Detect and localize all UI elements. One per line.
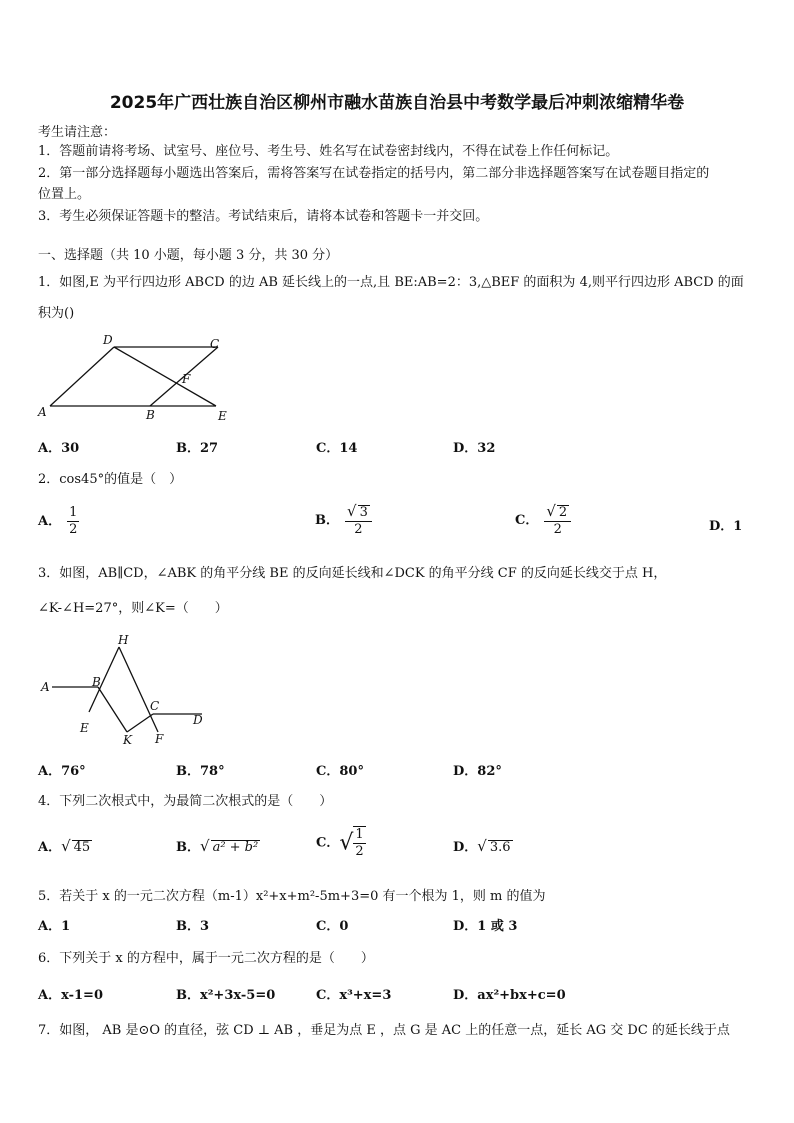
q3-label-C: C — [150, 699, 160, 713]
section-heading: 一、选择题（共 10 小题，每小题 3 分，共 30 分） — [38, 248, 339, 263]
q3-figure — [30, 628, 220, 750]
notice-item-2: 2．第一部分选择题每小题选出答案后，需将答案写在试卷指定的括号内，第二部分非选择题答案写在试卷题目指定的 — [38, 166, 710, 181]
q3-label-A: A — [41, 680, 50, 694]
page-title: 2025年广西壮族自治区柳州市融水苗族自治县中考数学最后冲刺浓缩精华卷 — [109, 93, 685, 113]
q1-label-E: E — [218, 409, 227, 423]
q1-stem-line2: 积为() — [38, 306, 75, 321]
notice-item-3: 3．考生必须保证答题卡的整洁。考试结束后，请将本试卷和答题卡一并交回。 — [38, 209, 489, 224]
q1-label-F: F — [182, 372, 191, 386]
q1-option-a[interactable]: A．30 — [38, 441, 80, 456]
q3-stem-line1: 3．如图，AB∥CD，∠ABK 的角平分线 BE 的反向延长线和∠DCK 的角平分线 CF 的反向延长线交于点 H， — [38, 566, 667, 581]
q1-label-D: D — [103, 333, 113, 347]
q3-label-E: E — [80, 721, 89, 735]
q1-label-B: B — [146, 408, 155, 422]
q2-stem: 2．cos45°的值是（ ） — [38, 472, 183, 487]
q5-option-d[interactable]: D．1 或 3 — [453, 919, 518, 934]
q1-label-C: C — [210, 337, 220, 351]
q2-option-b[interactable]: B． $\frac{√ 3}{2}$ — [315, 503, 372, 538]
notice-heading: 考生请注意： — [38, 125, 117, 140]
q5-option-c[interactable]: C．0 — [316, 919, 349, 934]
q5-option-a[interactable]: A．1 — [38, 919, 71, 934]
q4-option-c[interactable]: C．√ $\frac{1}{2}$ — [316, 827, 364, 859]
q1-label-A: A — [38, 405, 47, 419]
q4-option-d[interactable]: D．√ 3.6 — [453, 837, 511, 855]
q2-option-a[interactable]: A． $\frac{1}{2}$ — [38, 505, 78, 537]
notice-item-2-cont: 位置上。 — [38, 187, 91, 202]
q6-option-d[interactable]: D．ax²+bx+c=0 — [453, 988, 566, 1003]
q3-label-B: B — [92, 675, 101, 689]
q6-option-a[interactable]: A．x-1=0 — [38, 988, 103, 1003]
q4-option-a[interactable]: A．√ 45 — [38, 837, 91, 855]
q3-option-d[interactable]: D．82° — [453, 764, 502, 779]
q4-option-b[interactable]: B．√ a² + b² — [176, 837, 259, 855]
q3-label-D: D — [193, 713, 203, 727]
q5-option-b[interactable]: B．3 — [176, 919, 210, 934]
q7-stem: 7．如图， AB 是⊙O 的直径，弦 CD ⊥ AB ，垂足为点 E ，点 G 是 AC 上的任意一点，延长 AG 交 DC 的延长线于点 — [38, 1023, 730, 1038]
q3-option-a[interactable]: A．76° — [38, 764, 86, 779]
q3-option-c[interactable]: C．80° — [316, 764, 364, 779]
q1-figure — [30, 328, 240, 424]
q1-option-d[interactable]: D．32 — [453, 441, 496, 456]
q4-stem: 4．下列二次根式中，为最简二次根式的是（ ） — [38, 794, 333, 809]
q1-option-c[interactable]: C．14 — [316, 441, 358, 456]
q5-stem: 5．若关于 x 的一元二次方程（m-1）x²+x+m²-5m+3=0 有一个根为 1，则 m 的值为 — [38, 889, 546, 904]
q3-label-H: H — [118, 633, 129, 647]
q1-stem-line1: 1．如图,E 为平行四边形 ABCD 的边 AB 延长线上的一点,且 BE:AB=2：3,△BEF 的面积为 4,则平行四边形 ABCD 的面 — [38, 275, 744, 290]
q3-label-K: K — [123, 733, 132, 747]
q3-option-b[interactable]: B．78° — [176, 764, 225, 779]
q3-label-F: F — [155, 732, 164, 746]
q3-stem-line2: ∠K-∠H=27°，则∠K=（ ） — [38, 601, 228, 616]
q2-option-c[interactable]: C． $\frac{√ 2}{2}$ — [515, 503, 571, 538]
q6-option-b[interactable]: B．x²+3x-5=0 — [176, 988, 276, 1003]
q1-option-b[interactable]: B．27 — [176, 441, 219, 456]
q6-option-c[interactable]: C．x³+x=3 — [316, 988, 392, 1003]
q2-option-d[interactable]: D．1 — [709, 519, 743, 534]
notice-item-1: 1．答题前请将考场、试室号、座位号、考生号、姓名写在试卷密封线内，不得在试卷上作任何标记。 — [38, 144, 619, 159]
q6-stem: 6．下列关于 x 的方程中，属于一元二次方程的是（ ） — [38, 951, 374, 966]
